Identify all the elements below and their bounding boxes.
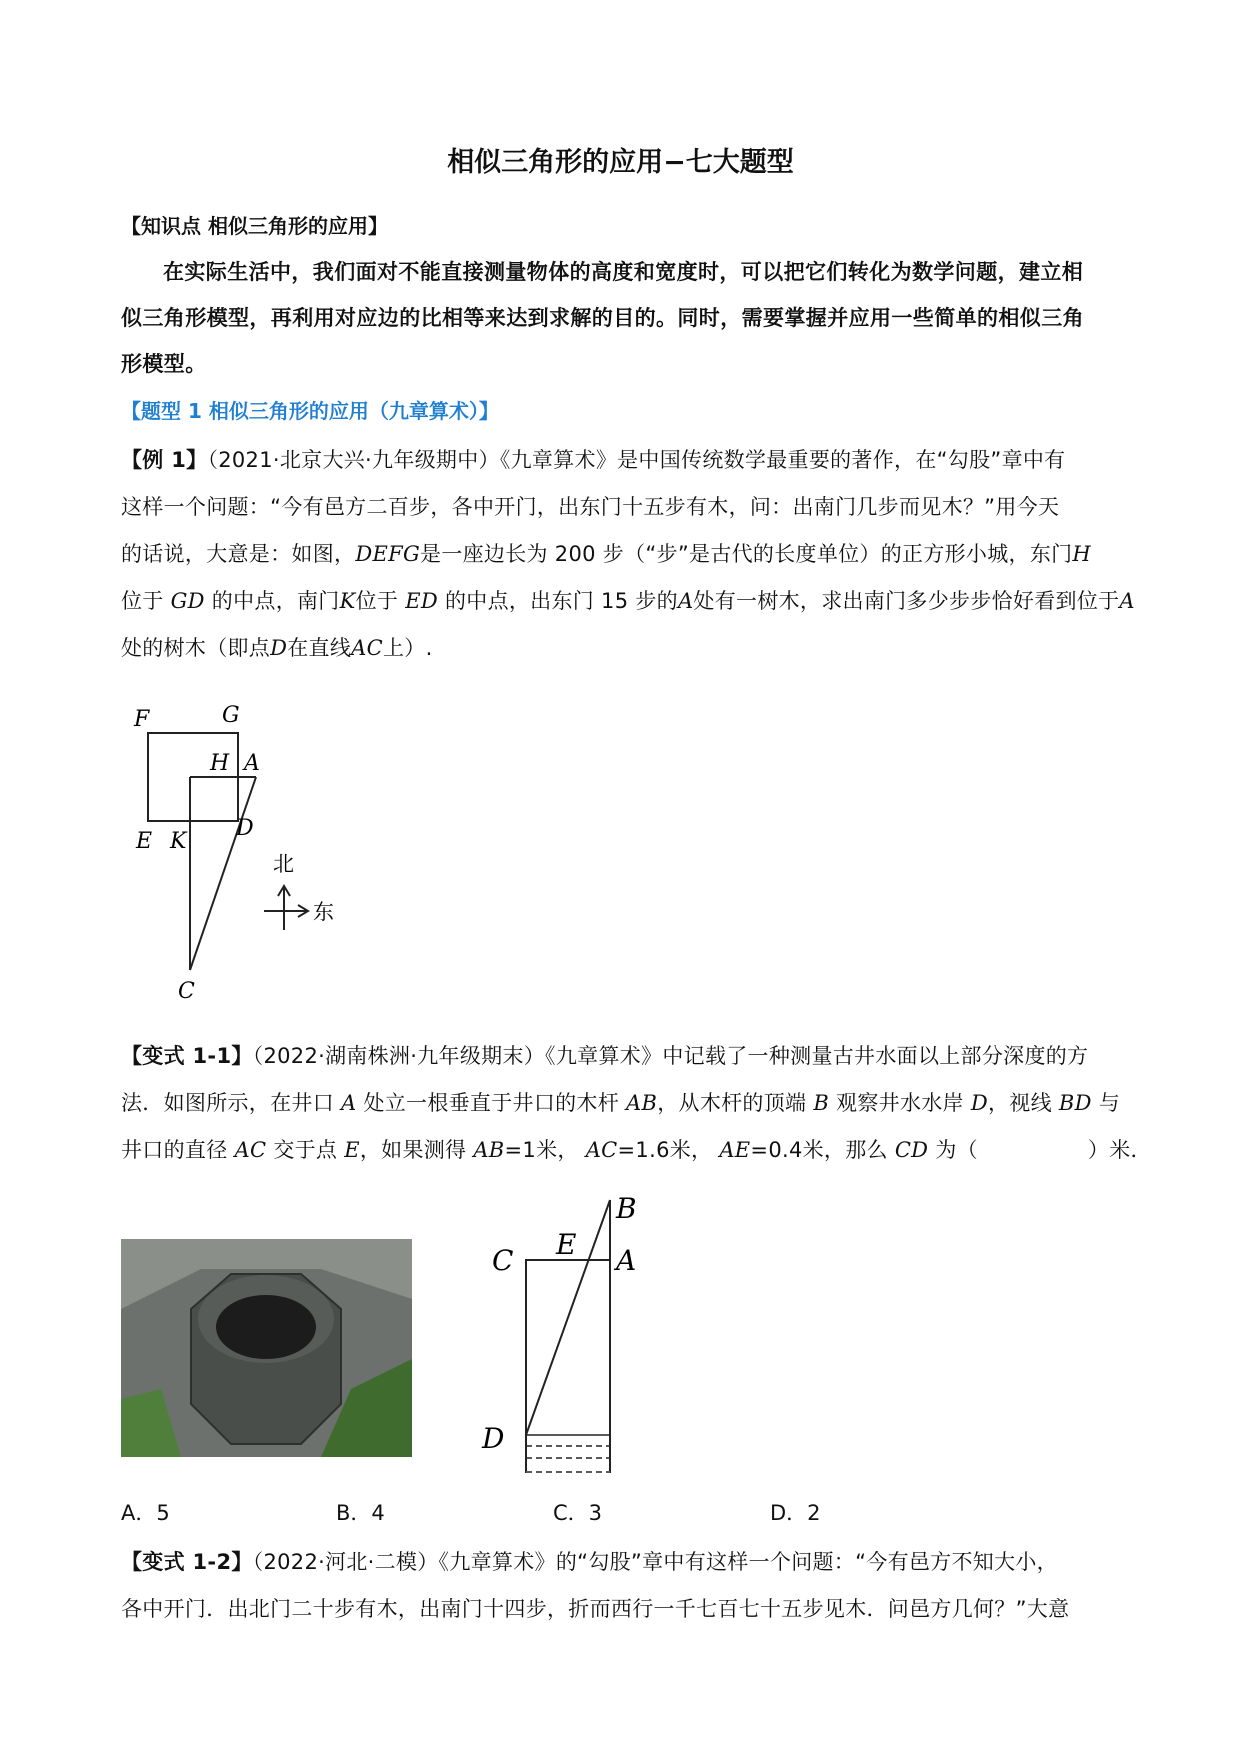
well-photo-drawing — [121, 1239, 412, 1457]
variant12-label: 【变式 1-2】 — [121, 1550, 253, 1574]
var-b: B — [813, 1091, 830, 1115]
text-segment: 法．如图所示，在井口 — [121, 1091, 334, 1115]
var-defg: DEFG — [355, 542, 421, 566]
variant11-label: 【变式 1-1】 — [121, 1044, 253, 1068]
knowledge-line-2: 似三角形模型，再利用对应边的比相等来达到求解的目的。同时，需要掌握并应用一些简单的相似三角 — [121, 306, 1084, 330]
text-segment: （2022·湖南株洲·九年级期末）《九章算术》中记载了一种测量古井水面以上部分深度的方 — [252, 1044, 1089, 1068]
label-k: K — [170, 829, 187, 854]
var-ab: AB — [473, 1138, 505, 1162]
var-ab: AB — [626, 1091, 658, 1115]
knowledge-line-1: 在实际生活中，我们面对不能直接测量物体的高度和宽度时，可以把它们转化为数学问题，建立相 — [163, 260, 1084, 284]
var-bd: BD — [1058, 1091, 1092, 1115]
text-segment: 与 — [1098, 1091, 1121, 1115]
var-h: H — [1072, 542, 1092, 566]
text-segment: =1米， — [504, 1138, 579, 1162]
example1-line-5 — [121, 632, 433, 662]
text-segment: 的中点，出东门 15 步的 — [444, 589, 678, 613]
text-segment: 是一座边长为 200 步（“步”是古代的长度单位）的正方形小城，东门 — [420, 542, 1073, 566]
variant11-line-2 — [121, 1087, 1120, 1117]
option-c[interactable]: C．3 — [553, 1501, 603, 1525]
text-segment: ，从木杆的顶端 — [657, 1091, 807, 1115]
knowledge-heading: 【知识点 相似三角形的应用】 — [121, 214, 388, 238]
well-figure — [470, 1190, 670, 1490]
page-title: 相似三角形的应用−七大题型 — [447, 147, 794, 178]
label-c: C — [492, 1244, 514, 1277]
option-d[interactable]: D．2 — [770, 1501, 821, 1525]
text-segment: （2022·河北·二模）《九章算术》的“勾股”章中有这样一个问题：“今有邑方不知大小， — [252, 1550, 1058, 1574]
well-photo — [121, 1239, 412, 1457]
text-segment: ）米． — [1087, 1138, 1152, 1162]
variant12-line-1 — [121, 1546, 1058, 1576]
label-north: 北 — [273, 852, 294, 876]
example1-line-2: 这样一个问题：“今有邑方二百步，各中开门，出东门十五步有木，问：出南门几步而见木？”用今天 — [121, 495, 1060, 519]
text-segment: 为（ — [935, 1138, 978, 1162]
text-segment: 井口的直径 — [121, 1138, 228, 1162]
label-east: 东 — [313, 900, 334, 924]
text-segment: 处立一根垂直于井口的木杆 — [363, 1091, 620, 1115]
var-k: K — [339, 589, 356, 613]
var-ae: AE — [719, 1138, 751, 1162]
text-segment: 的中点，南门 — [211, 589, 340, 613]
label-e: E — [556, 1228, 577, 1261]
var-ac: AC — [234, 1138, 267, 1162]
label-d: D — [482, 1422, 505, 1455]
label-b: B — [616, 1192, 637, 1225]
text-segment: ，如果测得 — [359, 1138, 467, 1162]
var-gd: GD — [170, 589, 205, 613]
label-a: A — [244, 751, 260, 776]
segment-ac — [190, 777, 256, 970]
text-segment: 上）. — [383, 636, 433, 660]
text-segment: 位于 — [121, 589, 164, 613]
text-segment: 处的树木（即点 — [121, 636, 271, 660]
example1-source: （2021·北京大兴·九年级期中）《九章算术》是中国传统数学最重要的著作，在“勾股”章中有 — [207, 448, 1066, 472]
label-h: H — [210, 751, 230, 776]
text-segment: 的话说，大意是：如图， — [121, 542, 356, 566]
label-a: A — [616, 1244, 637, 1277]
text-segment: =1.6米， — [617, 1138, 713, 1162]
example1-figure — [120, 690, 360, 1010]
text-segment: 交于点 — [273, 1138, 338, 1162]
label-f: F — [134, 707, 150, 732]
text-segment: 在直线 — [287, 636, 352, 660]
text-segment: 处有一树木，求出南门多少步步恰好看到位于 — [693, 589, 1120, 613]
variant11-line-3 — [121, 1134, 1152, 1164]
text-segment: 位于 — [355, 589, 399, 613]
label-d: D — [236, 816, 254, 841]
var-cd: CD — [894, 1138, 929, 1162]
example1-line-4 — [121, 585, 1135, 615]
text-segment: 观察井水水岸 — [836, 1091, 964, 1115]
var-ac: AC — [351, 636, 383, 660]
text-segment: =0.4米，那么 — [750, 1138, 888, 1162]
var-a: A — [677, 589, 694, 613]
var-e: E — [344, 1138, 360, 1162]
label-e: E — [136, 829, 153, 854]
well-opening — [216, 1295, 316, 1359]
knowledge-line-3: 形模型。 — [121, 352, 207, 376]
type1-heading: 【题型 1 相似三角形的应用（九章算术）】 — [121, 399, 499, 423]
example1-line-3 — [121, 538, 1091, 568]
text-segment: ，视线 — [987, 1091, 1052, 1115]
var-d: D — [970, 1091, 988, 1115]
label-g: G — [222, 703, 240, 728]
example1-label: 【例 1】 — [121, 448, 208, 472]
variant12-line-2: 各中开门．出北门二十步有木，出南门十四步，折而西行一千七百七十五步见木．问邑方几何？”大意 — [121, 1597, 1070, 1621]
var-a: A — [340, 1091, 357, 1115]
var-a: A — [1119, 589, 1135, 613]
var-d: D — [270, 636, 288, 660]
option-a[interactable]: A．5 — [121, 1501, 170, 1525]
var-ac: AC — [585, 1138, 618, 1162]
label-c: C — [178, 979, 195, 1004]
var-ed: ED — [405, 589, 438, 613]
option-b[interactable]: B．4 — [336, 1501, 385, 1525]
example1-line-1 — [121, 444, 1066, 474]
variant11-line-1 — [121, 1040, 1088, 1070]
well-rect — [526, 1260, 610, 1472]
